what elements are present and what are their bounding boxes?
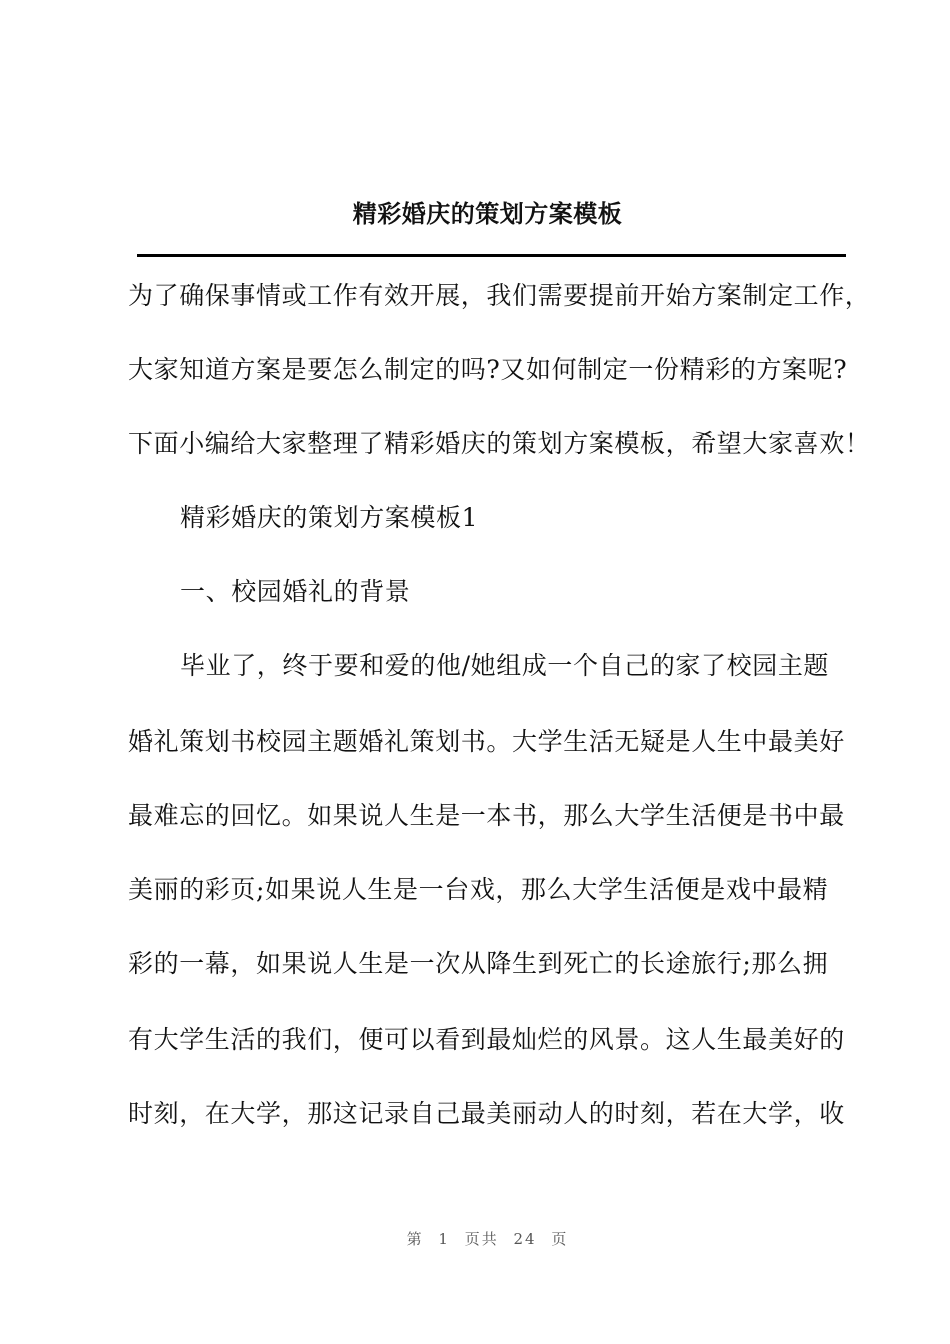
body-line-1: 为了确保事情或工作有效开展，我们需要提前开始方案制定工作， [128,281,871,310]
body-line-10: 彩的一幕，如果说人生是一次从降生到死亡的长途旅行;那么拥 [128,949,829,978]
section-heading: 精彩婚庆的策划方案模板1 [180,503,479,532]
body-line-8: 最难忘的回忆。如果说人生是一本书，那么大学生活便是书中最 [128,801,845,830]
body-line-3: 下面小编给大家整理了精彩婚庆的策划方案模板，希望大家喜欢！ [128,429,871,458]
title-underline [137,254,846,257]
subsection-heading: 一、校园婚礼的背景 [180,577,411,606]
page-title: 精彩婚庆的策划方案模板 [352,199,623,228]
body-line-11: 有大学生活的我们，便可以看到最灿烂的风景。这人生最美好的 [128,1025,845,1054]
body-line-12: 时刻，在大学，那这记录自己最美丽动人的时刻，若在大学，收 [128,1099,845,1128]
body-line-6: 毕业了，终于要和爱的他/她组成一个自己的家了校园主题 [180,651,830,680]
page-footer: 第 1 页共 24 页 [406,1230,569,1248]
body-line-2: 大家知道方案是要怎么制定的吗?又如何制定一份精彩的方案呢? [128,355,848,384]
body-line-9: 美丽的彩页;如果说人生是一台戏，那么大学生活便是戏中最精 [128,875,829,904]
body-line-7: 婚礼策划书校园主题婚礼策划书。大学生活无疑是人生中最美好 [128,727,845,756]
